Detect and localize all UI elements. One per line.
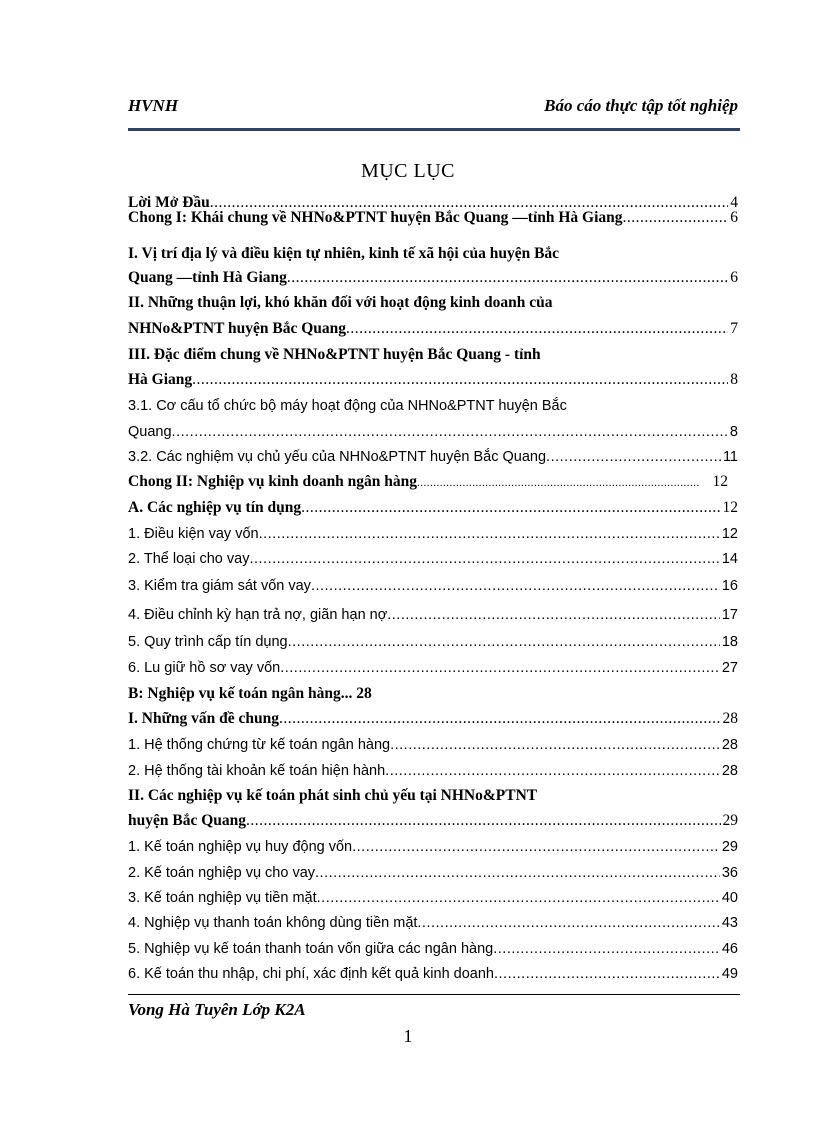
toc-line: Lời Mở Đầu ..... 4 bbox=[128, 193, 738, 213]
toc-line: Quang —tỉnh Hà Giang ..... 6 bbox=[128, 268, 738, 288]
toc-line: A. Các nghiệp vụ tín dụng ..... 12 bbox=[128, 498, 738, 518]
toc-line: II. Các nghiệp vụ kế toán phát sinh chủ yếu tại NHNo&PTNT bbox=[128, 787, 538, 804]
toc-line: 4. Nghiệp vụ thanh toán không dùng tiền mặt ..... 43 bbox=[128, 913, 738, 933]
toc-line: 5. Nghiệp vụ kế toán thanh toán vốn giữa các ngân hàng ..... 46 bbox=[128, 939, 738, 959]
toc-line: 3. Kế toán nghiệp vụ tiền mặt ..... 40 bbox=[128, 888, 738, 908]
toc-line: Hà Giang ..... 8 bbox=[128, 370, 738, 390]
page-number: 1 bbox=[403, 1026, 413, 1046]
toc-line: 1. Kế toán nghiệp vụ huy động vốn ..... 29 bbox=[128, 837, 738, 857]
toc-line: Chong I: Khái chung về NHNo&PTNT huyện Bắc Quang —tỉnh Hà Giang ..... 6 bbox=[128, 210, 738, 226]
toc-line: 2. Hệ thống tài khoản kế toán hiện hành ..... 28 bbox=[128, 761, 738, 781]
toc-line: 3.1. Cơ cấu tổ chức bộ máy hoạt động của NHNo&PTNT huyện Bắc bbox=[128, 398, 567, 414]
toc-line: B: Nghiệp vụ kế toán ngân hàng... 28 bbox=[128, 685, 372, 702]
toc-line: NHNo&PTNT huyện Bắc Quang ..... 7 bbox=[128, 319, 738, 339]
toc-line: Chong II: Nghiệp vụ kinh doanh ngân hàng ..... 12 bbox=[128, 472, 738, 493]
toc-line: III. Đặc điểm chung về NHNo&PTNT huyện Bắc Quang - tỉnh bbox=[128, 346, 541, 363]
header-left: HVNH bbox=[128, 96, 179, 115]
toc-line: 5. Quy trình cấp tín dụng ..... 18 bbox=[128, 632, 738, 652]
toc-line: 2. Kế toán nghiệp vụ cho vay ..... 36 bbox=[128, 863, 738, 883]
toc-line: 1. Điều kiện vay vốn ..... 12 bbox=[128, 524, 738, 544]
page-title: MỤC LỤC bbox=[360, 160, 456, 182]
toc-line: 3. Kiểm tra giám sát vốn vay ..... 16 bbox=[128, 576, 738, 596]
toc-line: 1. Hệ thống chứng từ kế toán ngân hàng ..... 28 bbox=[128, 735, 738, 755]
toc-line: I. Vị trí địa lý và điều kiện tự nhiên, kinh tế xã hội của huyện Bắc bbox=[128, 245, 560, 262]
toc-line: I. Những vấn đề chung ..... 28 bbox=[128, 709, 738, 729]
footer-rule bbox=[128, 994, 740, 995]
toc-line: 6. Kế toán thu nhập, chi phí, xác định kết quả kinh doanh ..... 49 bbox=[128, 964, 738, 984]
header-rule bbox=[128, 128, 740, 131]
toc-line: II. Những thuận lợi, khó khăn đối với hoạt động kinh doanh của bbox=[128, 294, 553, 311]
toc-line: Quang ..... 8 bbox=[128, 422, 738, 442]
footer-author: Vong Hà Tuyên Lớp K2A bbox=[128, 1000, 306, 1019]
toc-line: 3.2. Các nghiệm vụ chủ yếu của NHNo&PTNT huyện Bắc Quang ..... 11 bbox=[128, 447, 738, 467]
toc-line: 2. Thể loại cho vay ..... 14 bbox=[128, 549, 738, 569]
header-right: Báo cáo thực tập tốt nghiệp bbox=[544, 96, 738, 115]
toc-line: huyện Bắc Quang ..... 29 bbox=[128, 811, 738, 831]
toc-line: 4. Điều chỉnh kỳ hạn trả nợ, giãn hạn nợ ..... 17 bbox=[128, 605, 738, 625]
toc-line: 6. Lu giữ hồ sơ vay vốn ..... 27 bbox=[128, 658, 738, 678]
